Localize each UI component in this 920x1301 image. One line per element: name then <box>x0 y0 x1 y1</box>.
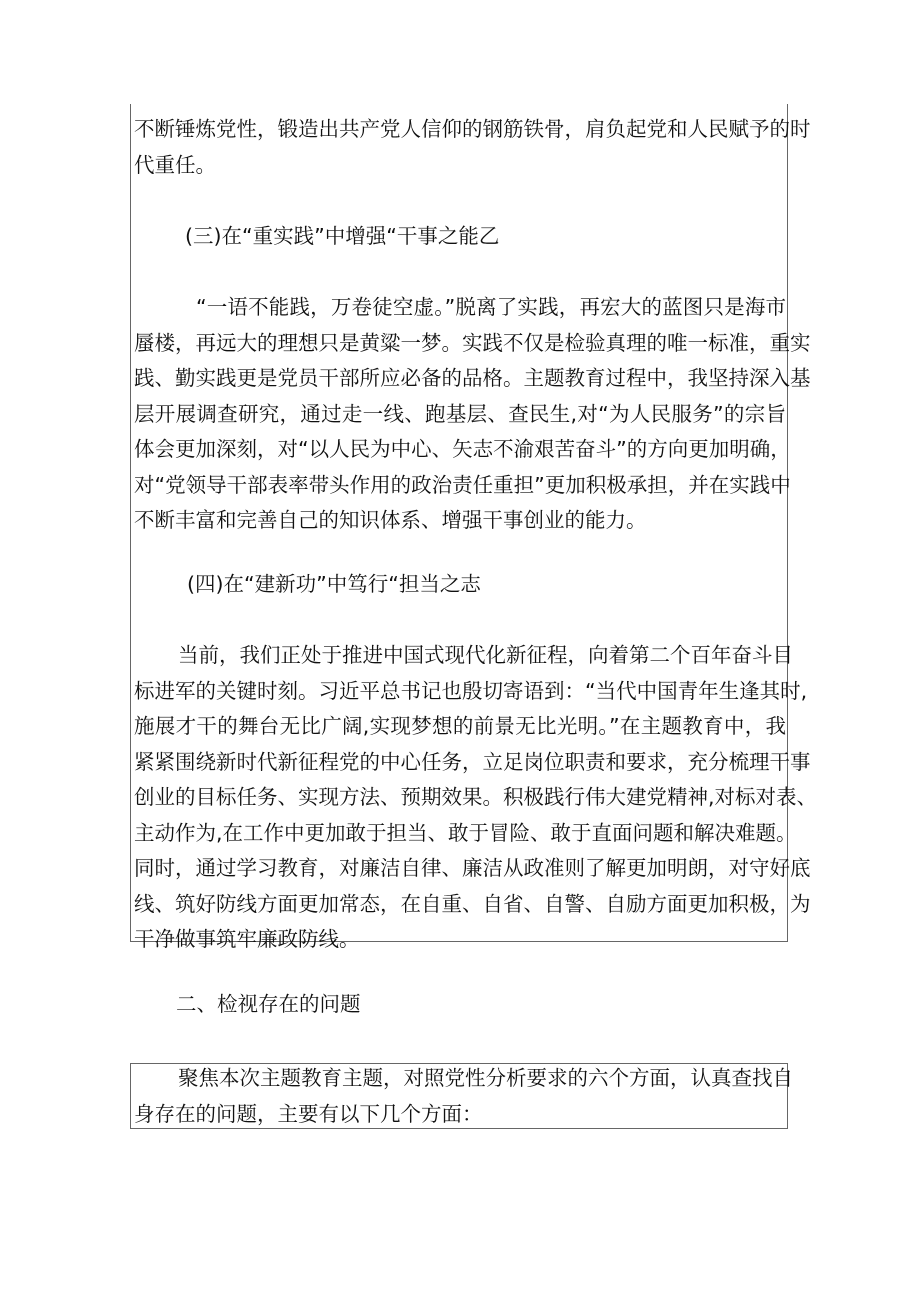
text-line: 标进军的关键时刻。习近平总书记也殷切寄语到：“当代中国青年生逢其时, <box>134 678 808 703</box>
subheading-4: (四)在“建新功”中笃行“担当之志 <box>187 572 481 596</box>
text-line: 紧紧围绕新时代新征程党的中心任务，立足岗位职责和要求，充分梳理干事 <box>134 749 811 774</box>
text-line: “一语不能践，万卷徒空虚。”脱离了实践，再宏大的蓝图只是海市 <box>196 295 786 319</box>
text-line: 线、筑好防线方面更加常态，在自重、自省、自警、自励方面更加积极，为 <box>134 891 811 916</box>
text-line: 身存在的问题，主要有以下几个方面： <box>134 1101 483 1126</box>
text-box-1 <box>130 104 818 951</box>
paragraph-2 <box>134 290 811 539</box>
text-line: 层开展调查研究，通过走一线、跑基层、查民生,对“为人民服务”的宗旨 <box>134 401 786 426</box>
paragraph-1 <box>134 112 811 183</box>
text-box-2 <box>130 1063 793 1129</box>
text-line: 对“党领导干部表率带头作用的政治责任重担”更加积极承担，并在实践中 <box>134 472 791 497</box>
paragraph-4 <box>134 1061 793 1132</box>
text-line: 聚焦本次主题教育主题，对照党性分析要求的六个方面，认真查找自 <box>178 1066 793 1090</box>
subheading-3: (三)在“重实践”中增强“干事之能乙 <box>185 224 500 248</box>
text-line: 体会更加深刻，对“以人民为中心、矢志不渝艰苦奋斗”的方向更加明确， <box>134 437 791 461</box>
text-line: 代重任。 <box>134 152 216 177</box>
text-line: 施展才干的舞台无比广阔,实现梦想的前景无比光明。”在主题教育中，我 <box>134 714 786 738</box>
text-line: 干净做事筑牢廉政防线。 <box>134 927 360 951</box>
text-line: 不断丰富和完善自己的知识体系、增强干事创业的能力。 <box>134 508 647 532</box>
text-line: 主动作为,在工作中更加敢于担当、敢于冒险、敢于直面问题和解决难题。 <box>134 820 797 845</box>
text-line: 同时，通过学习教育，对廉洁自律、廉洁从政准则了解更加明朗，对守好底 <box>134 856 811 880</box>
text-line: 不断锤炼党性，锻造出共产党人信仰的钢筋铁骨，肩负起党和人民赋予的时 <box>134 117 811 141</box>
section-title: 二、检视存在的问题 <box>176 992 361 1016</box>
text-line: 创业的目标任务、实现方法、预期效果。积极践行伟大建党精神,对标对表、 <box>134 785 818 809</box>
text-line: 践、勤实践更是党员干部所应必备的品格。主题教育过程中，我坚持深入基 <box>134 366 811 390</box>
paragraph-3 <box>134 638 818 958</box>
text-line: 蜃楼，再远大的理想只是黄粱一梦。实践不仅是检验真理的唯一标准，重实 <box>134 330 811 355</box>
text-line: 当前，我们正处于推进中国式现代化新征程，向着第二个百年奋斗目 <box>178 643 793 667</box>
